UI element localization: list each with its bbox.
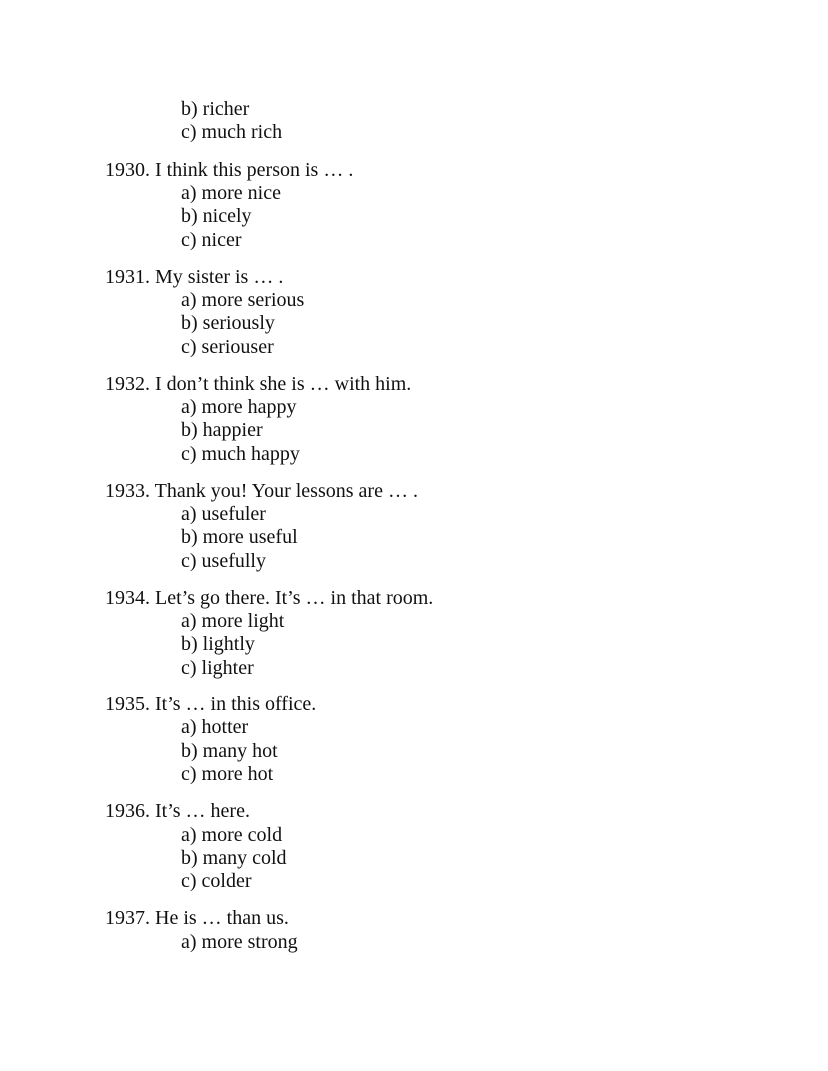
option-text: c) nicer <box>181 229 242 251</box>
option-text: c) much happy <box>181 443 300 465</box>
option-text: b) many cold <box>181 847 287 869</box>
option-text: c) much rich <box>181 121 283 143</box>
option-text: b) happier <box>181 419 263 441</box>
question-stem: 1932. I don’t think she is … with him. <box>105 373 412 395</box>
option-text: a) more strong <box>181 931 298 953</box>
option-text: c) colder <box>181 870 252 892</box>
option-text: c) seriouser <box>181 336 274 358</box>
option-text: c) more hot <box>181 763 274 785</box>
option-text: b) nicely <box>181 205 252 227</box>
question-stem: 1933. Thank you! Your lessons are … . <box>105 480 418 502</box>
option-text: b) lightly <box>181 633 255 655</box>
option-text: c) usefully <box>181 550 266 572</box>
option-text: a) more light <box>181 610 285 632</box>
option-text: b) seriously <box>181 312 275 334</box>
option-text: a) more cold <box>181 824 283 846</box>
option-text: a) usefuler <box>181 503 266 525</box>
question-stem: 1931. My sister is … . <box>105 266 284 288</box>
option-text: b) richer <box>181 98 250 120</box>
question-stem: 1936. It’s … here. <box>105 800 250 822</box>
question-stem: 1934. Let’s go there. It’s … in that room. <box>105 587 434 609</box>
option-text: c) lighter <box>181 657 254 679</box>
option-text: a) more serious <box>181 289 305 311</box>
option-text: a) more nice <box>181 182 281 204</box>
option-text: b) more useful <box>181 526 298 548</box>
option-text: a) more happy <box>181 396 297 418</box>
question-stem: 1937. He is … than us. <box>105 907 289 929</box>
question-stem: 1935. It’s … in this office. <box>105 693 317 715</box>
option-text: b) many hot <box>181 740 278 762</box>
question-stem: 1930. I think this person is … . <box>105 159 354 181</box>
option-text: a) hotter <box>181 716 249 738</box>
